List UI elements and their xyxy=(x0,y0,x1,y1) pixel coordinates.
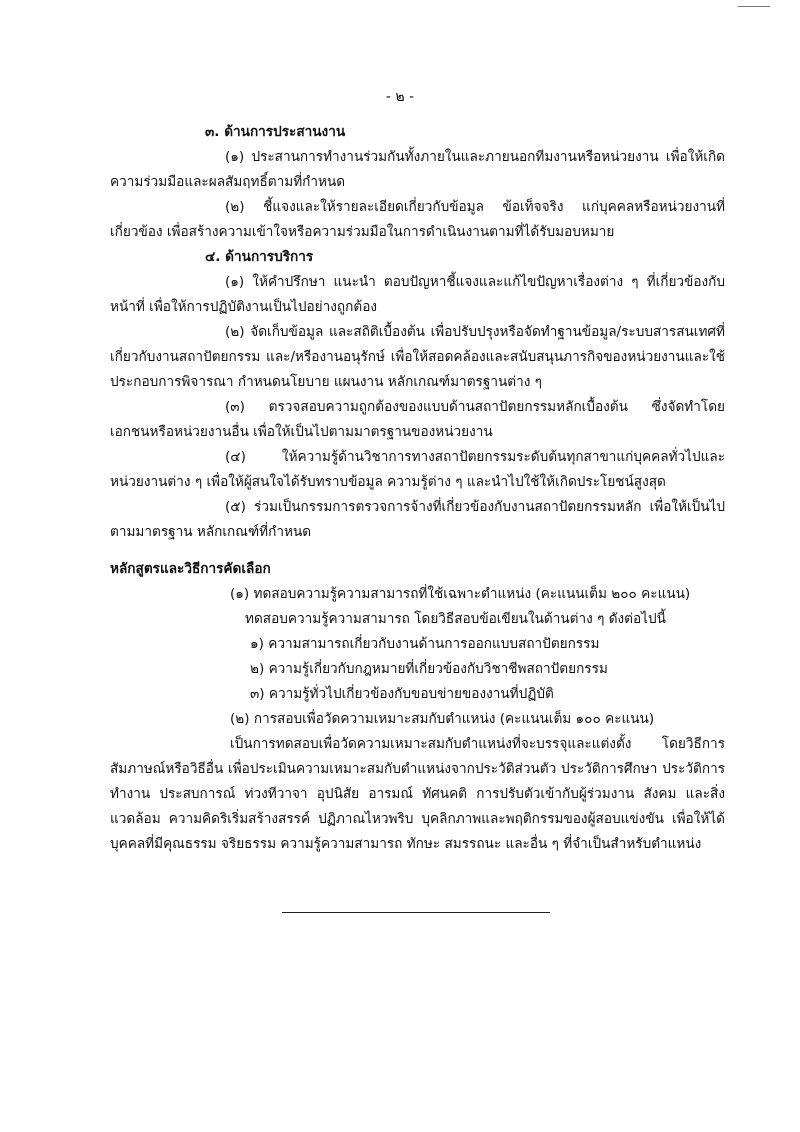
coordination-item-2: (๒) ชี้แจงและให้รายละเอียดเกี่ยวกับข้อมูล ข้อเท็จจริง แก่บุคคลหรือหน่วยงานที่เกี่ยวข้อง เพื่อสร้างความเข้าใจหรือความร่วมมือในการดำเนินงานตามที่ได้รับมอบหมาย xyxy=(110,199,725,240)
spacer xyxy=(110,545,725,557)
section-heading-service: ๔. ด้านการบริการ xyxy=(205,249,314,265)
service-item-1: (๑) ให้คำปรึกษา แนะนำ ตอบปัญหาชี้แจงและแก้ไขปัญหาเรื่องต่าง ๆ ที่เกี่ยวข้องกับหน้าที่ เพื่อให้การปฏิบัติงานเป็นไปอย่างถูกต้อง xyxy=(110,274,725,315)
document-body xyxy=(110,120,725,857)
service-item-3: (๓) ตรวจสอบความถูกต้องของแบบด้านสถาปัตยกรรมหลักเบื้องต้น ซึ่งจัดทำโดยเอกชนหรือหน่วยงานอื่น เพื่อให้เป็นไปตามมาตรฐานของหน่วยงาน xyxy=(110,399,725,440)
end-rule xyxy=(282,912,550,913)
test1-subitem-1: ๑) ความสามารถเกี่ยวกับงานด้านการออกแบบสถาปัตยกรรม xyxy=(250,636,600,652)
selection-heading: หลักสูตรและวิธีการคัดเลือก xyxy=(110,561,271,577)
coordination-item-1: (๑) ประสานการทำงานร่วมกันทั้งภายในและภายนอกทีมงานหรือหน่วยงาน เพื่อให้เกิดความร่วมมือและผลสัมฤทธิ์ตามที่กำหนด xyxy=(110,149,725,190)
service-item-2: (๒) จัดเก็บข้อมูล และสถิติเบื้องต้น เพื่อปรับปรุงหรือจัดทำฐานข้อมูล/ระบบสารสนเทศที่เกี่ยวกับงานสถาปัตยกรรม และ/หรืองานอนุรักษ์ เพื่อให้สอดคล้องและสนับสนุนภารกิจของหน่วยงานและใช้ประกอบการพิจารณา กำหนดนโยบาย แผนงาน หลักเกณฑ์มาตรฐานต่าง ๆ xyxy=(110,324,725,390)
test1-subitem-3: ๓) ความรู้ทั่วไปเกี่ยวข้องกับขอบข่ายของงานที่ปฏิบัติ xyxy=(250,686,554,702)
section-heading-coordination: ๓. ด้านการประสานงาน xyxy=(205,124,346,140)
page-number: - ๒ - xyxy=(385,89,415,105)
service-item-5: (๕) ร่วมเป็นกรรมการตรวจการจ้างที่เกี่ยวข้องกับงานสถาปัตยกรรมหลัก เพื่อให้เป็นไปตามมาตรฐาน หลักเกณฑ์ที่กำหนด xyxy=(110,499,725,540)
service-item-4: (๔) ให้ความรู้ด้านวิชาการทางสถาปัตยกรรมระดับต้นทุกสาขาแก่บุคคลทั่วไปและหน่วยงานต่าง ๆ เพื่อให้ผู้สนใจได้รับทราบข้อมูล ความรู้ต่าง ๆ และนำไปใช้ให้เกิดประโยชน์สูงสุด xyxy=(110,449,725,490)
test1-subitem-2: ๒) ความรู้เกี่ยวกับกฎหมายที่เกี่ยวข้องกับวิชาชีพสถาปัตยกรรม xyxy=(250,661,608,677)
test2-title: (๒) การสอบเพื่อวัดความเหมาะสมกับตำแหน่ง (คะแนนเต็ม ๑๐๐ คะแนน) xyxy=(230,711,655,727)
test1-intro: ทดสอบความรู้ความสามารถ โดยวิธีสอบข้อเขียนในด้านต่าง ๆ ดังต่อไปนี้ xyxy=(245,611,666,627)
test1-title: (๑) ทดสอบความรู้ความสามารถที่ใช้เฉพาะตำแหน่ง (คะแนนเต็ม ๒๐๐ คะแนน) xyxy=(230,586,691,602)
test2-description: เป็นการทดสอบเพื่อวัดความเหมาะสมกับตำแหน่งที่จะบรรจุและแต่งตั้ง โดยวิธีการสัมภาษณ์หรือวิธีอื่น เพื่อประเมินความเหมาะสมกับตำแหน่งจากประวัติส่วนตัว ประวัติการศึกษา ประวัติการทำงาน ประสบการณ์ ท่วงทีวาจา อุปนิสัย อารมณ์ ทัศนคติ การปรับตัวเข้ากับผู้ร่วมงาน สังคม และสิ่งแวดล้อม ความคิดริเริ่มสร้างสรรค์ ปฏิภาณไหวพริบ บุคลิกภาพและพฤติกรรมของผู้สอบแข่งขัน เพื่อให้ได้บุคคลที่มีคุณธรรม จริยธรรม ความรู้ความสามารถ ทักษะ สมรรถนะ และอื่น ๆ ที่จำเป็นสำหรับตำแหน่ง xyxy=(110,736,725,852)
corner-mark xyxy=(738,0,770,7)
